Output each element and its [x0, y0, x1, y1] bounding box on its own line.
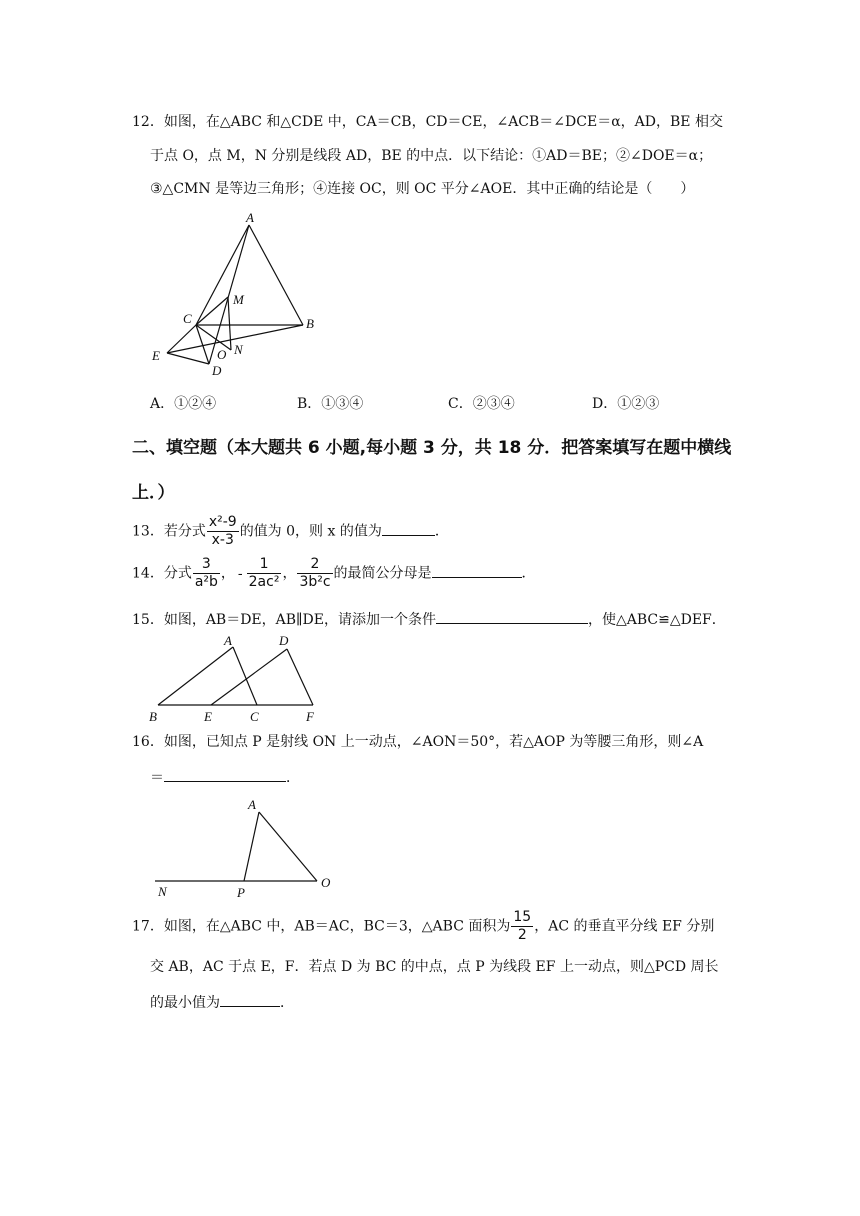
q14-end: ． [521, 565, 536, 582]
q13 [132, 514, 449, 549]
label-A: A [224, 633, 232, 648]
q17-denominator: 2 [511, 926, 533, 944]
q12-line-2: 于点 O，点 M，N 分别是线段 AD，BE 的中点．以下结论：①AD＝BE；②∠DOE＝α； [150, 148, 713, 164]
q12-option-d[interactable] [592, 395, 659, 413]
label-C: C [250, 709, 259, 724]
q14-answer-blank[interactable] [432, 563, 522, 578]
q14-suffix: 的最简公分母是 [333, 565, 432, 582]
q17-line-2: 交 AB，AC 于点 E，F．若点 D 为 BC 的中点，点 P 为线段 EF 上一动点，则△PCD 周长 [150, 959, 719, 975]
q16-figure [145, 795, 345, 905]
label-M: M [233, 292, 244, 307]
line-DF [287, 649, 313, 705]
q15-answer-blank[interactable] [436, 609, 588, 624]
q14-f2-denominator: 2ac² [248, 574, 280, 590]
q16-line2-end: ． [286, 770, 300, 786]
q13-end: ． [434, 523, 449, 540]
q13-prefix: 13．若分式 [132, 523, 206, 540]
line-BA [158, 647, 233, 705]
option-b-label: B． [297, 396, 322, 412]
q14-f1-denominator: a²b [194, 574, 218, 590]
q16-line-1: 16．如图，已知点 P 是射线 ON 上一动点，∠AON＝50°，若△AOP 为等腰三角形，则∠A [132, 734, 704, 750]
line-CE [167, 325, 196, 353]
q12-line-1: 12．如图，在△ABC 和△CDE 中，CA＝CB，CD＝CE，∠ACB＝∠DCE＝α，AD，BE 相交 [132, 114, 723, 130]
q14 [132, 556, 536, 591]
line-CM [196, 297, 228, 325]
option-c-label: C． [448, 396, 473, 412]
q15-prefix: 15．如图，AB＝DE，AB∥DE，请添加一个条件 [132, 612, 436, 628]
label-B: B [306, 316, 314, 331]
line-AC [196, 225, 249, 325]
q17-fraction [511, 909, 533, 944]
q13-fraction [207, 514, 239, 549]
q16-line-2 [150, 767, 300, 787]
q12-option-b[interactable] [297, 395, 363, 413]
q13-numerator: x²-9 [208, 514, 237, 530]
q17-line-3 [150, 992, 294, 1012]
q14-f3-numerator: 2 [310, 556, 320, 572]
section-heading-line-1: 二、填空题（本大题共 6 小题,每小题 3 分，共 18 分．把答案填写在题中横线 [132, 438, 732, 458]
label-B: B [149, 709, 157, 724]
label-P: P [237, 885, 245, 900]
q13-denominator: x-3 [207, 531, 239, 549]
option-a-text: ①②④ [174, 396, 217, 412]
q14-minus: - [237, 565, 243, 582]
q17-end: ． [280, 995, 294, 1011]
label-D: D [212, 363, 222, 378]
line-ED [211, 649, 287, 705]
q17-prefix: 17．如图，在△ABC 中，AB＝AC，BC＝3，△ABC 面积为 [132, 918, 511, 935]
q17-numerator: 15 [513, 909, 532, 925]
q14-fraction-1 [193, 556, 220, 591]
q17-suffix: ，AC 的垂直平分线 EF 分别 [534, 918, 715, 935]
q17-answer-blank[interactable] [220, 992, 280, 1007]
q15-figure [140, 632, 340, 726]
section-heading-line-2: 上．） [132, 483, 175, 503]
q12-option-a[interactable] [150, 395, 216, 413]
option-b-text: ①③④ [321, 396, 364, 412]
label-E: E [204, 709, 212, 724]
label-C: C [183, 311, 192, 326]
line-PA [244, 812, 259, 881]
label-N: N [234, 342, 243, 357]
q14-sep-1: ， [220, 565, 235, 582]
label-N: N [158, 884, 167, 899]
line-AB [249, 225, 303, 325]
label-D: D [279, 633, 289, 648]
label-O: O [217, 347, 227, 362]
option-d-text: ①②③ [617, 396, 660, 412]
q12-figure [140, 212, 340, 382]
q14-f2-numerator: 1 [259, 556, 269, 572]
option-a-label: A． [150, 396, 175, 412]
q14-prefix: 14．分式 [132, 565, 192, 582]
option-d-label: D． [592, 396, 618, 412]
q17-line3-text: 的最小值为 [150, 995, 220, 1011]
q17-line-1 [132, 909, 714, 944]
label-F: F [306, 709, 314, 724]
q14-fraction-3 [297, 556, 332, 591]
q14-fraction-2 [247, 556, 282, 591]
q12-option-c[interactable] [448, 395, 515, 413]
line-AO [259, 812, 317, 881]
q15 [132, 609, 726, 629]
q12-line-3: ③△CMN 是等边三角形；④连接 OC，则 OC 平分∠AOE．其中正确的结论是（ ） [150, 181, 695, 197]
q16-answer-blank[interactable] [164, 767, 286, 782]
q13-answer-blank[interactable] [382, 521, 435, 536]
label-O: O [321, 875, 331, 890]
option-c-text: ②③④ [472, 396, 515, 412]
label-E: E [152, 348, 160, 363]
label-A: A [248, 797, 256, 812]
q15-suffix: ，使△ABC≌△DEF． [587, 612, 726, 628]
line-MN [228, 297, 231, 350]
q16-line2-prefix: ＝ [150, 770, 164, 786]
line-AC [233, 647, 257, 705]
q14-f3-denominator: 3b²c [299, 574, 331, 590]
line-ED [167, 353, 209, 364]
q14-f1-numerator: 3 [201, 556, 211, 572]
q14-sep-2: ， [282, 565, 297, 582]
q13-suffix: 的值为 0，则 x 的值为 [239, 523, 382, 540]
label-A: A [246, 212, 254, 225]
